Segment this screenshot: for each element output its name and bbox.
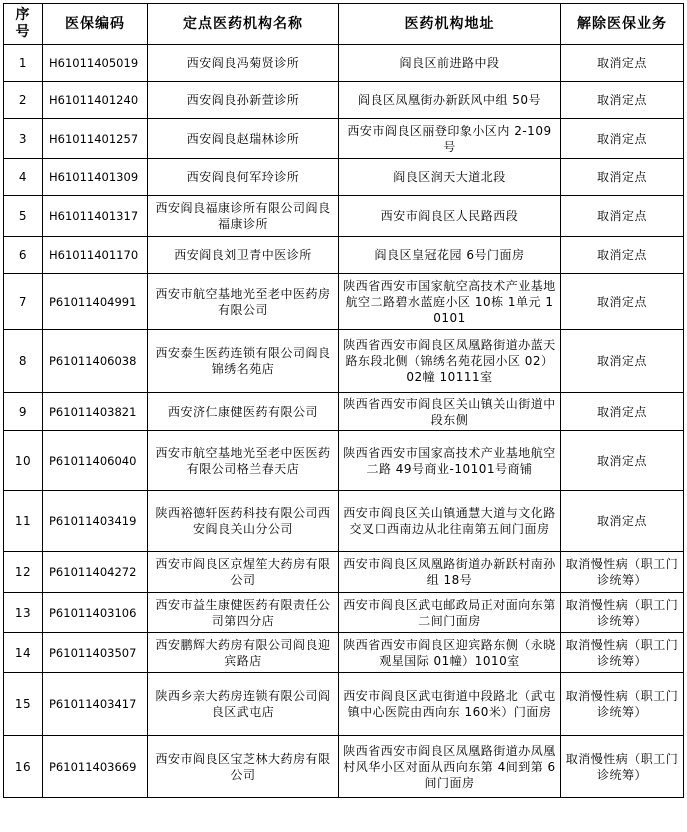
cell-code: P61011404991 <box>43 274 148 330</box>
cell-seq: 15 <box>4 673 43 736</box>
cell-business: 取消定点 <box>561 82 684 119</box>
cell-code: H61011401317 <box>43 196 148 237</box>
cell-address: 阎良区前进路中段 <box>339 45 561 82</box>
cell-name: 西安市阎良区京煋笙大药房有限公司 <box>148 552 339 593</box>
cell-code: H61011401257 <box>43 119 148 159</box>
header-name: 定点医药机构名称 <box>148 4 339 45</box>
table-row <box>4 633 684 673</box>
cell-business: 取消定点 <box>561 330 684 393</box>
cell-seq: 4 <box>4 159 43 196</box>
table-row <box>4 196 684 237</box>
cell-name: 西安市阎良区宝芝林大药房有限公司 <box>148 736 339 798</box>
table-row <box>4 431 684 491</box>
cell-code: H61011401309 <box>43 159 148 196</box>
table-row <box>4 330 684 393</box>
cell-code: H61011401170 <box>43 237 148 274</box>
cell-code: P61011403419 <box>43 491 148 552</box>
cell-code: P61011406038 <box>43 330 148 393</box>
cell-business: 取消慢性病（职工门诊统筹） <box>561 736 684 798</box>
table-row <box>4 736 684 798</box>
cell-name: 陕西乡亲大药房连锁有限公司阎良区武屯店 <box>148 673 339 736</box>
cell-code: P61011403106 <box>43 593 148 633</box>
cell-seq: 6 <box>4 237 43 274</box>
cell-code: P61011403507 <box>43 633 148 673</box>
cell-business: 取消定点 <box>561 274 684 330</box>
table-row <box>4 552 684 593</box>
cell-code: P61011403669 <box>43 736 148 798</box>
cell-address: 西安市阎良区凤凰路街道办新跃村南孙组 18号 <box>339 552 561 593</box>
cell-name: 西安阎良赵瑞林诊所 <box>148 119 339 159</box>
delisting-table <box>3 3 684 798</box>
cell-seq: 2 <box>4 82 43 119</box>
cell-seq: 13 <box>4 593 43 633</box>
cell-seq: 16 <box>4 736 43 798</box>
cell-seq: 3 <box>4 119 43 159</box>
header-row <box>4 4 684 45</box>
cell-business: 取消定点 <box>561 237 684 274</box>
cell-code: P61011406040 <box>43 431 148 491</box>
cell-address: 陕西省西安市阎良区凤凰路街道办凤凰村风华小区对面从西向东第 4间到第 6间门面房 <box>339 736 561 798</box>
cell-address: 西安市阎良区人民路西段 <box>339 196 561 237</box>
table-row <box>4 491 684 552</box>
header-seq: 序 号 <box>4 4 43 45</box>
cell-name: 西安鹏辉大药房有限公司阎良迎宾路店 <box>148 633 339 673</box>
cell-name: 西安阎良福康诊所有限公司阎良福康诊所 <box>148 196 339 237</box>
cell-business: 取消定点 <box>561 119 684 159</box>
table-row <box>4 673 684 736</box>
cell-address: 西安市阎良区武屯邮政局正对面向东第二间门面房 <box>339 593 561 633</box>
table-row <box>4 119 684 159</box>
table-row <box>4 237 684 274</box>
cell-name: 陕西裕德轩医药科技有限公司西安阎良关山分公司 <box>148 491 339 552</box>
cell-name: 西安市益生康健医药有限责任公司第四分店 <box>148 593 339 633</box>
cell-name: 西安阎良刘卫青中医诊所 <box>148 237 339 274</box>
cell-business: 取消定点 <box>561 196 684 237</box>
cell-code: P61011404272 <box>43 552 148 593</box>
cell-name: 西安市航空基地光至老中医药房有限公司 <box>148 274 339 330</box>
cell-seq: 14 <box>4 633 43 673</box>
cell-address: 西安市阎良区关山镇通慧大道与文化路交叉口西南边从北往南第五间门面房 <box>339 491 561 552</box>
cell-name: 西安济仁康健医药有限公司 <box>148 393 339 431</box>
table-row <box>4 159 684 196</box>
cell-code: P61011403417 <box>43 673 148 736</box>
cell-business: 取消慢性病（职工门诊统筹） <box>561 593 684 633</box>
cell-business: 取消慢性病（职工门诊统筹） <box>561 673 684 736</box>
cell-seq: 9 <box>4 393 43 431</box>
header-code: 医保编码 <box>43 4 148 45</box>
cell-seq: 12 <box>4 552 43 593</box>
cell-address: 阎良区凤凰街办新跃风中组 50号 <box>339 82 561 119</box>
table-row <box>4 82 684 119</box>
cell-business: 取消定点 <box>561 491 684 552</box>
cell-code: P61011403821 <box>43 393 148 431</box>
table-row <box>4 393 684 431</box>
table-row <box>4 274 684 330</box>
cell-business: 取消慢性病（职工门诊统筹） <box>561 552 684 593</box>
cell-address: 陕西省西安市国家高技术产业基地航空二路 49号商业-10101号商铺 <box>339 431 561 491</box>
cell-seq: 10 <box>4 431 43 491</box>
cell-name: 西安市航空基地光至老中医医药有限公司格兰春天店 <box>148 431 339 491</box>
cell-seq: 11 <box>4 491 43 552</box>
cell-address: 陕西省西安市国家航空高技术产业基地航空二路碧水蓝庭小区 10栋 1单元 10101 <box>339 274 561 330</box>
table-row <box>4 593 684 633</box>
cell-seq: 7 <box>4 274 43 330</box>
cell-business: 取消慢性病（职工门诊统筹） <box>561 633 684 673</box>
cell-business: 取消定点 <box>561 159 684 196</box>
header-business: 解除医保业务 <box>561 4 684 45</box>
header-address: 医药机构地址 <box>339 4 561 45</box>
cell-seq: 8 <box>4 330 43 393</box>
cell-address: 阎良区皇冠花园 6号门面房 <box>339 237 561 274</box>
cell-code: H61011405019 <box>43 45 148 82</box>
cell-business: 取消定点 <box>561 431 684 491</box>
cell-address: 陕西省西安市阎良区凤凰路街道办蓝天路东段北侧（锦绣名苑花园小区 02）02幢 10111室 <box>339 330 561 393</box>
cell-seq: 1 <box>4 45 43 82</box>
table-row <box>4 45 684 82</box>
cell-address: 西安市阎良区丽登印象小区内 2-109号 <box>339 119 561 159</box>
table-body <box>4 45 684 798</box>
cell-name: 西安泰生医药连锁有限公司阎良锦绣名苑店 <box>148 330 339 393</box>
cell-address: 西安市阎良区武屯街道中段路北（武屯镇中心医院由西向东 160米）门面房 <box>339 673 561 736</box>
cell-business: 取消定点 <box>561 45 684 82</box>
cell-address: 阎良区润天大道北段 <box>339 159 561 196</box>
cell-address: 陕西省西安市阎良区关山镇关山街道中段东侧 <box>339 393 561 431</box>
cell-address: 陕西省西安市阎良区迎宾路东侧（永晓观星国际 01幢）1010室 <box>339 633 561 673</box>
cell-name: 西安阎良冯菊贤诊所 <box>148 45 339 82</box>
cell-business: 取消定点 <box>561 393 684 431</box>
cell-name: 西安阎良孙新萱诊所 <box>148 82 339 119</box>
cell-seq: 5 <box>4 196 43 237</box>
cell-code: H61011401240 <box>43 82 148 119</box>
cell-name: 西安阎良何军玲诊所 <box>148 159 339 196</box>
